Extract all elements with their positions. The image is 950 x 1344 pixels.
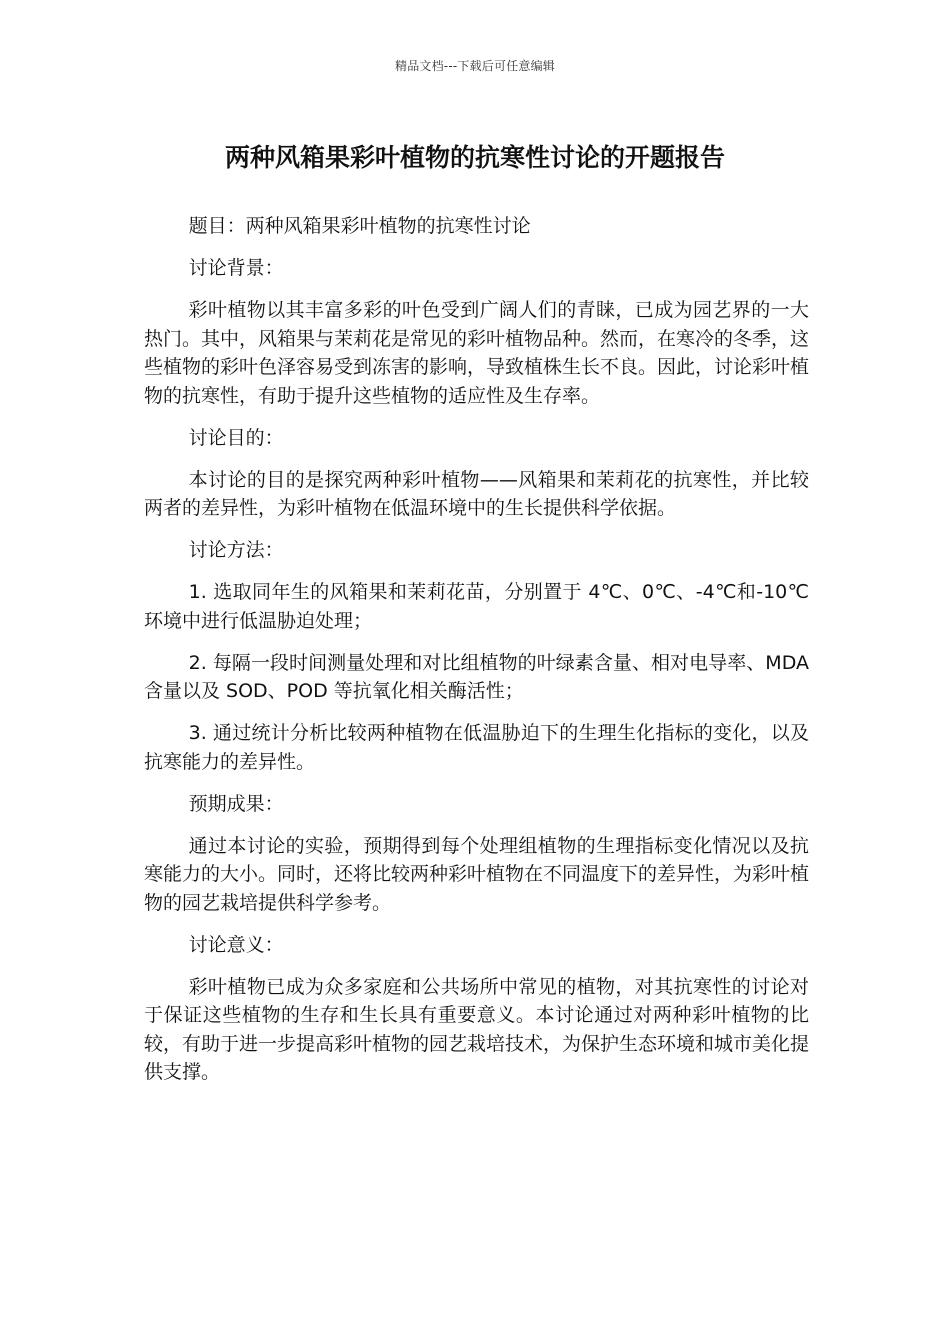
section-heading-methods: 讨论方法：	[188, 539, 284, 561]
purpose-paragraph: 本讨论的目的是探究两种彩叶植物——风箱果和茉莉花的抗寒性，并比较两者的差异性，为彩叶植物在低温环境中的生长提供科学依据。	[144, 468, 809, 519]
significance-paragraph: 彩叶植物已成为众多家庭和公共场所中常见的植物，对其抗寒性的讨论对于保证这些植物的生存和生长具有重要意义。本讨论通过对两种彩叶植物的比较，有助于进一步提高彩叶植物的园艺栽培技术，为保护生态环境和城市美化提供支撑。	[144, 975, 810, 1083]
method-item-1: 1. 选取同年生的风箱果和茉莉花苗，分别置于 4℃、0℃、-4℃和-10℃环境中进行低温胁迫处理；	[144, 581, 809, 632]
topic-line: 题目：两种风箱果彩叶植物的抗寒性讨论	[188, 215, 531, 237]
section-heading-expected-results: 预期成果：	[188, 792, 284, 815]
method-item-2: 2. 每隔一段时间测量处理和对比组植物的叶绿素含量、相对电导率、MDA 含量以及 SOD、POD 等抗氧化相关酶活性；	[144, 651, 809, 702]
method-item-3: 3. 通过统计分析比较两种植物在低温胁迫下的生理生化指标的变化，以及抗寒能力的差异性。	[144, 722, 809, 773]
document-title: 两种风箱果彩叶植物的抗寒性讨论的开题报告	[224, 143, 725, 172]
section-heading-significance: 讨论意义：	[188, 933, 284, 956]
section-heading-purpose: 讨论目的：	[188, 426, 284, 449]
background-paragraph: 彩叶植物以其丰富多彩的叶色受到广阔人们的青睐，已成为园艺界的一大热门。其中，风箱果与茉莉花是常见的彩叶植物品种。然而，在寒冷的冬季，这些植物的彩叶色泽容易受到冻害的影响，导致植株生长不良。因此，讨论彩叶植物的抗寒性，有助于提升这些植物的适应性及生存率。	[144, 299, 810, 407]
expected-results-paragraph: 通过本讨论的实验，预期得到每个处理组植物的生理指标变化情况以及抗寒能力的大小。同时，还将比较两种彩叶植物在不同温度下的差异性，为彩叶植物的园艺栽培提供科学参考。	[144, 834, 810, 914]
section-heading-background: 讨论背景：	[188, 257, 284, 279]
page-header-note: 精品文档---下载后可任意编辑	[395, 59, 555, 73]
document-body	[144, 212, 809, 1100]
